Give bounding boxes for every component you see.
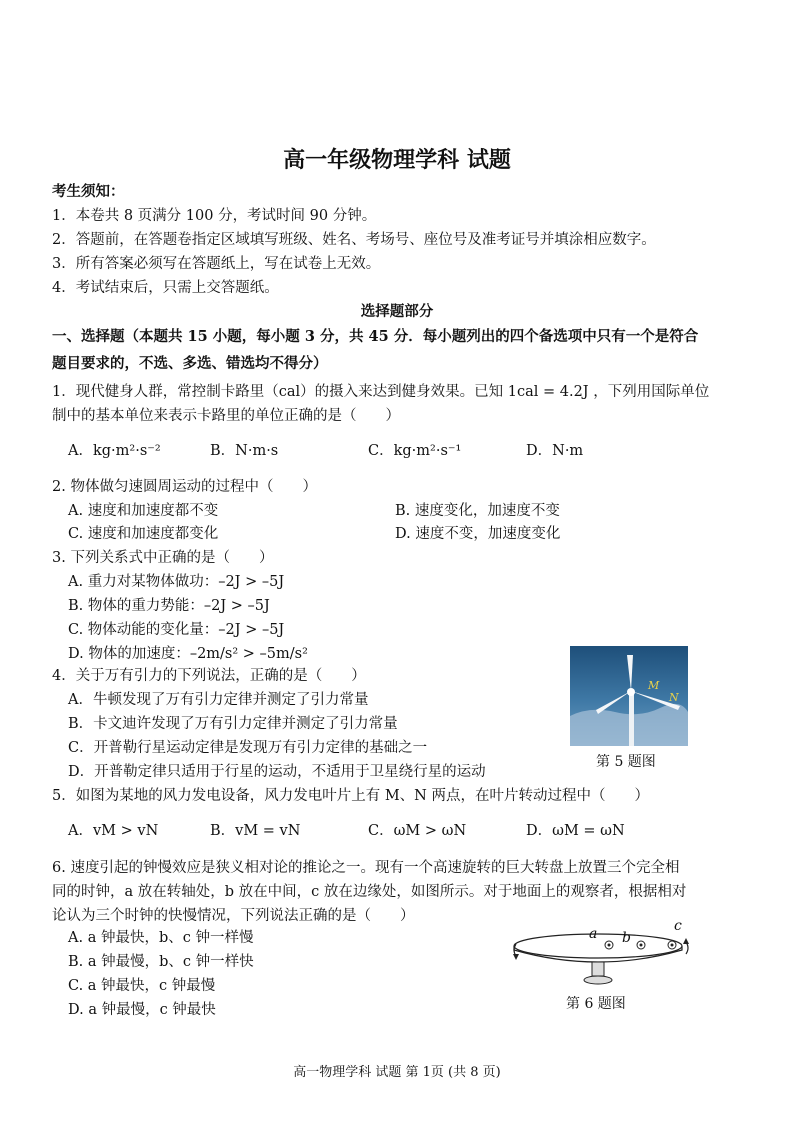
clock-a-label: a [589,926,598,942]
q3-option-c: C. 物体动能的变化量：–2J > –5J [68,622,285,638]
q1-option-c: C．kg·m²·s⁻¹ [368,443,462,459]
q4-stem: 4．关于万有引力的下列说法，正确的是（ ） [52,668,366,684]
section-header: 一、选择题（本题共 15 小题，每小题 3 分，共 45 分．每小题列出的四个备选项中只有一个是符合 [52,328,699,345]
q4-option-a: A．牛顿发现了万有引力定律并测定了引力常量 [68,692,369,708]
q5-option-a: A．vM > vN [68,823,159,839]
q6-option-c: C. a 钟最快，c 钟最慢 [68,978,216,994]
q1-option-a: A．kg·m²·s⁻² [68,443,161,459]
q6-stem: 同的时钟，a 放在转轴处，b 放在中间，c 放在边缘处，如图所示。对于地面上的观察者，根据相对 [52,884,687,900]
part-title: 选择题部分 [360,303,434,320]
q4-option-c: C．开普勒行星运动定律是发现万有引力定律的基础之一 [68,740,428,756]
q5-option-d: D．ωM = ωN [526,823,625,839]
notice-item: 2．答题前，在答题卷指定区域填写班级、姓名、考场号、座位号及准考证号并填涂相应数字。 [52,232,656,248]
q6-stem: 6. 速度引起的钟慢效应是狭义相对论的推论之一。现有一个高速旋转的巨大转盘上放置三个完全相 [52,860,680,876]
section-header: 题目要求的，不选、多选、错选均不得分） [52,355,328,372]
q2-option-b: B. 速度变化，加速度不变 [395,503,560,519]
figure-5 [570,646,688,746]
q6-option-b: B. a 钟最慢，b、c 钟一样快 [68,954,254,970]
page-footer: 高一物理学科 试题 第 1页 (共 8 页) [293,1065,501,1080]
q1-option-b: B．N·m·s [210,443,279,459]
q2-option-d: D. 速度不变，加速度变化 [395,526,561,542]
q5-option-b: B．vM = vN [210,823,301,839]
q6-option-a: A. a 钟最快，b、c 钟一样慢 [68,930,254,946]
q1-stem: 制中的基本单位来表示卡路里的单位正确的是（ ） [52,408,400,424]
q3-stem: 3. 下列关系式中正确的是（ ） [52,550,274,566]
notice-item: 1．本卷共 8 页满分 100 分，考试时间 90 分钟。 [52,208,377,224]
q2-stem: 2. 物体做匀速圆周运动的过程中（ ） [52,479,317,495]
q2-option-c: C. 速度和加速度都变化 [68,526,219,542]
q5-option-c: C．ωM > ωN [368,823,467,839]
q4-option-d: D．开普勒定律只适用于行星的运动，不适用于卫星绕行星的运动 [68,764,486,780]
q3-option-b: B. 物体的重力势能：–2J > –5J [68,598,270,614]
notice-item: 4．考试结束后，只需上交答题纸。 [52,280,279,296]
clock-b-label: b [622,930,631,946]
figure-5-caption: 第 5 题图 [596,754,656,770]
point-n-label: N [669,691,679,704]
q3-option-d: D. 物体的加速度：–2m/s² > –5m/s² [68,646,308,662]
q3-option-a: A. 重力对某物体做功：–2J > –5J [68,574,285,590]
q4-option-b: B．卡文迪许发现了万有引力定律并测定了引力常量 [68,716,398,732]
point-m-label: M [648,679,660,692]
clock-c-label: c [674,918,682,934]
notice-item: 3．所有答案必须写在答题纸上，写在试卷上无效。 [52,256,381,272]
q2-option-a: A. 速度和加速度都不变 [68,503,219,519]
notice-heading: 考生须知： [52,183,125,200]
figure-6 [506,918,690,994]
q6-option-d: D. a 钟最慢，c 钟最快 [68,1002,216,1018]
figure-6-caption: 第 6 题图 [566,996,626,1012]
q1-option-d: D．N·m [526,443,584,459]
page-title: 高一年级物理学科 试题 [283,147,511,173]
q1-stem: 1．现代健身人群，常控制卡路里（cal）的摄入来达到健身效果。已知 1cal = 4.2J ，下列用国际单位 [52,384,710,400]
q5-stem: 5．如图为某地的风力发电设备，风力发电叶片上有 M、N 两点，在叶片转动过程中（ ） [52,788,649,804]
q6-stem: 论认为三个时钟的快慢情况，下列说法正确的是（ ） [52,908,415,924]
